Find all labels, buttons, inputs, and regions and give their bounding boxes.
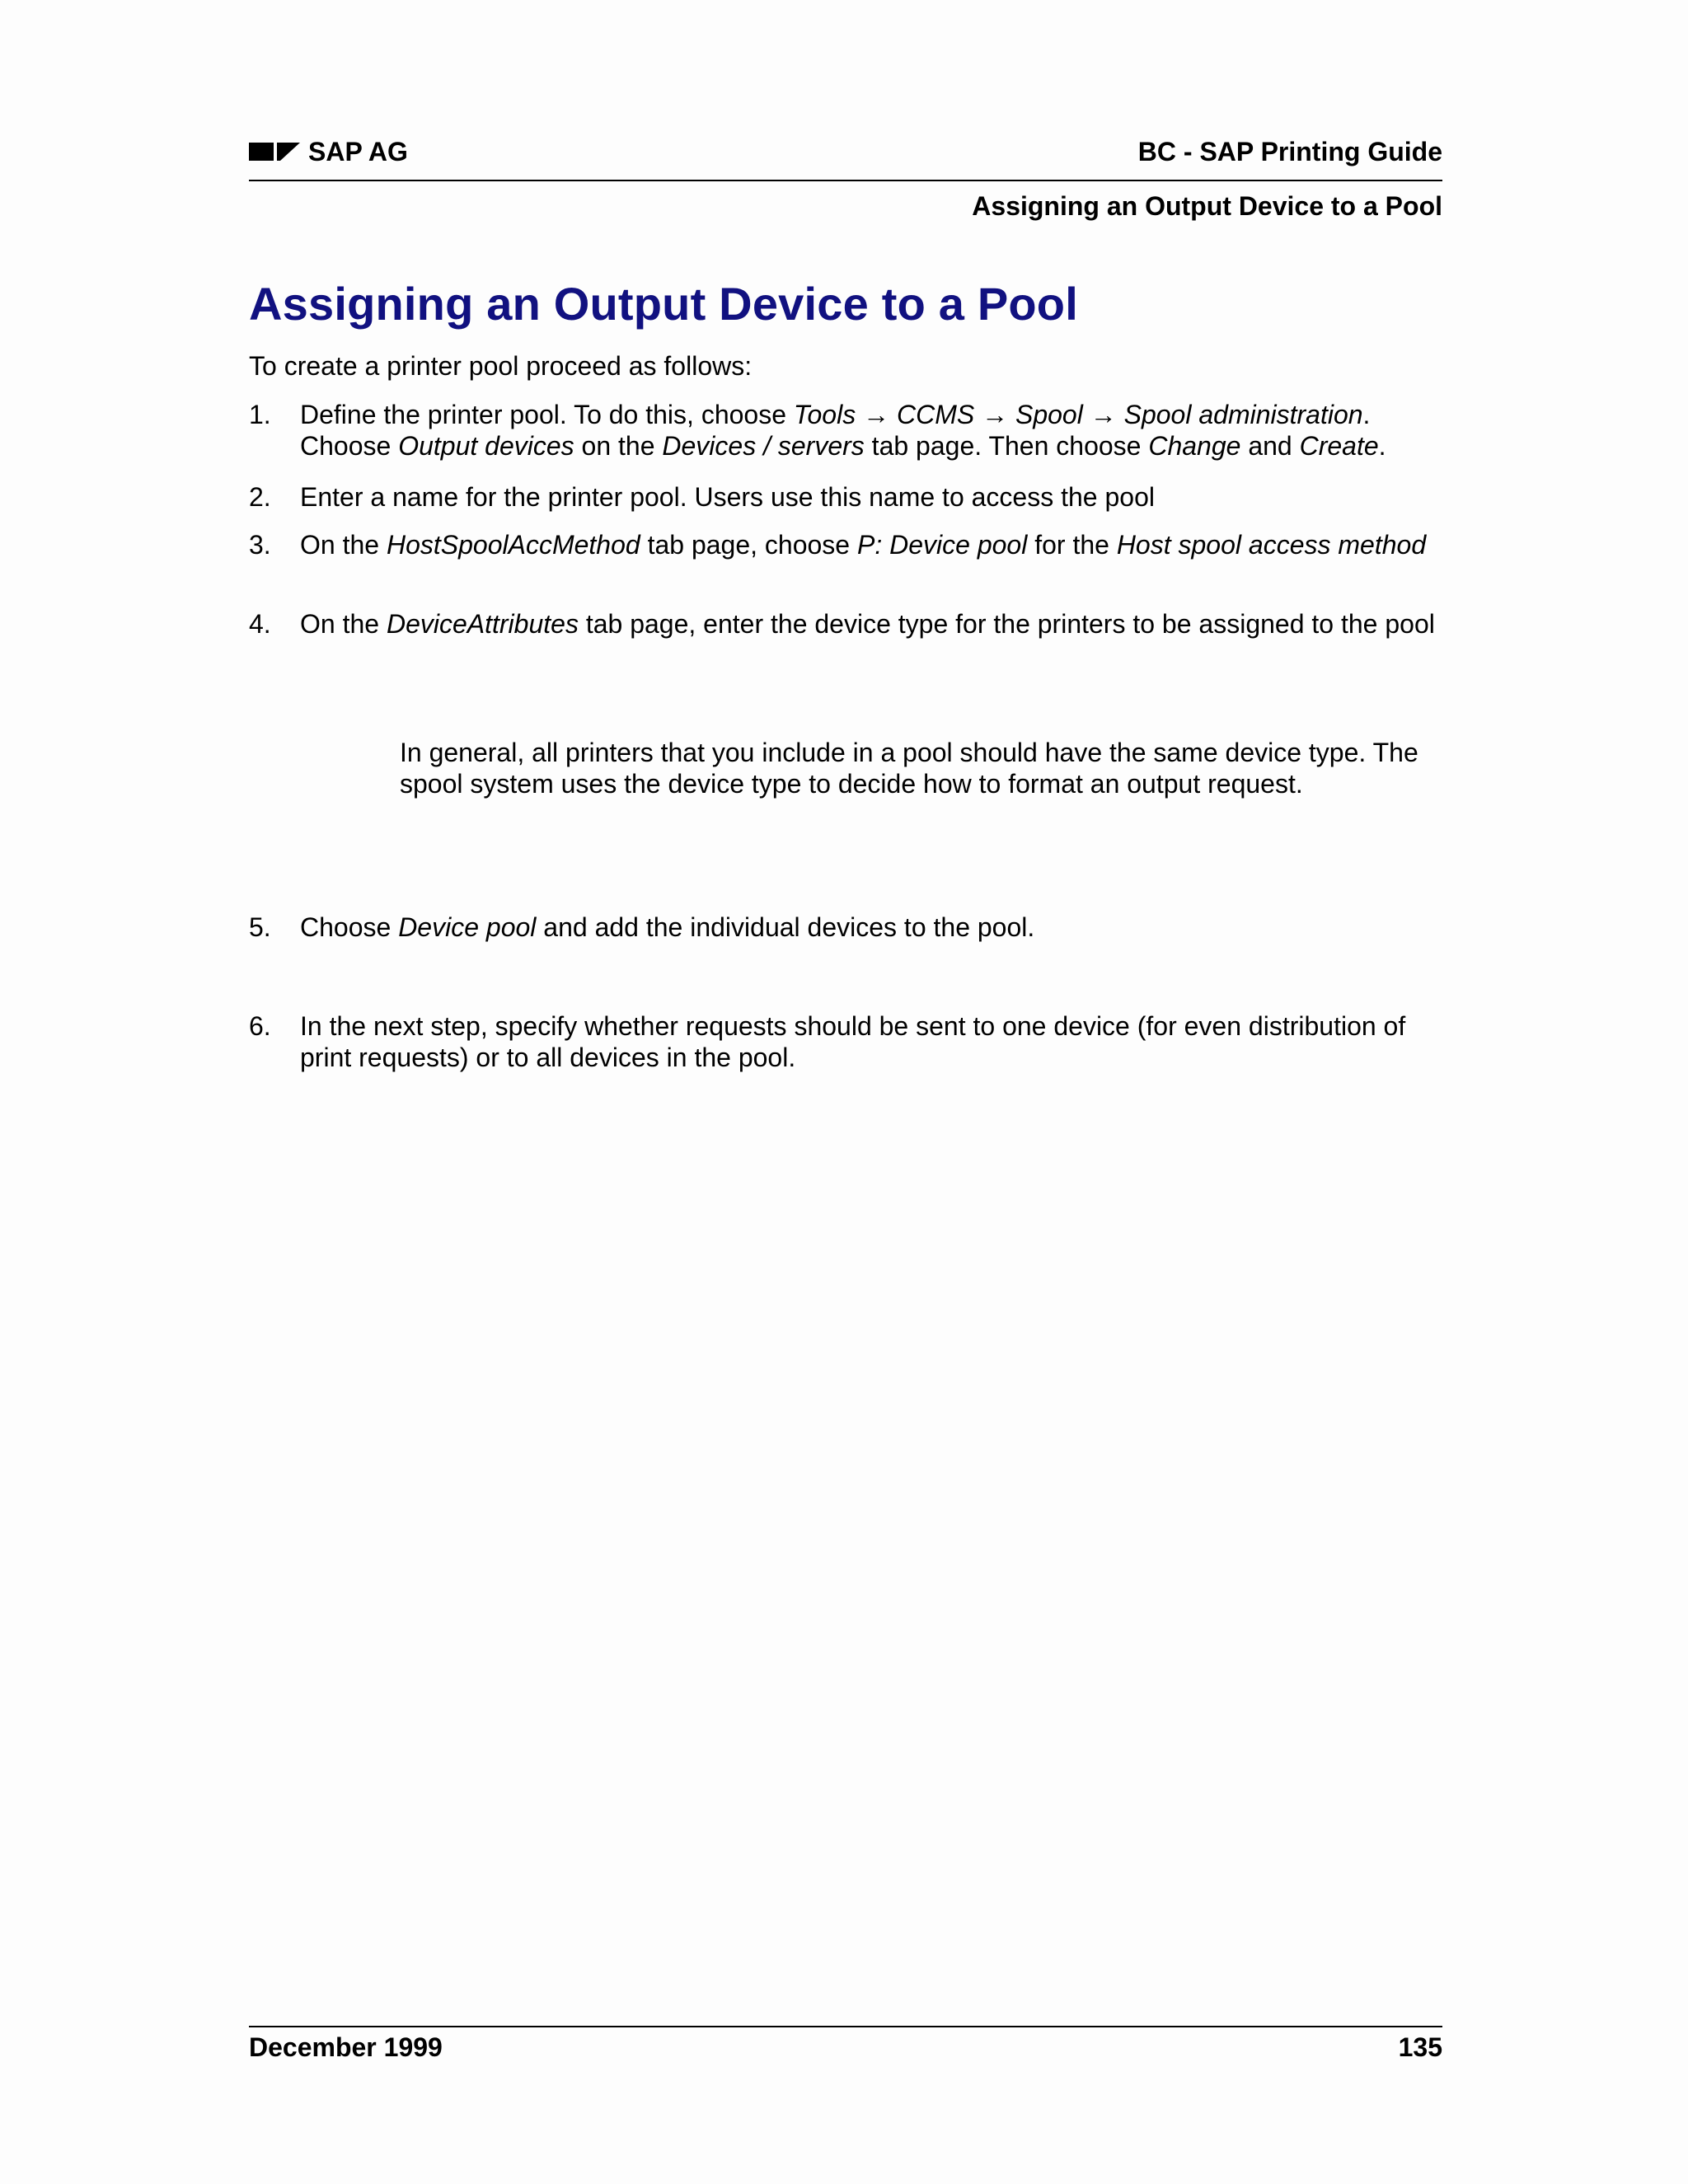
step-text-emphasis: Tools <box>793 400 856 429</box>
step-number: 2. <box>249 482 271 512</box>
list-item <box>249 608 1442 640</box>
list-item <box>249 1010 1442 1073</box>
step-text <box>300 1010 1442 1073</box>
step-text-run: On the <box>300 530 387 560</box>
page-footer <box>249 2026 1442 2077</box>
step-text-run: → <box>856 400 897 429</box>
step-text-emphasis: Change <box>1148 431 1241 461</box>
list-item <box>249 912 1442 943</box>
step-text-emphasis: HostSpoolAccMethod <box>386 530 640 560</box>
step-text-emphasis: Create <box>1299 431 1379 461</box>
step-text <box>300 481 1442 513</box>
step-text-run: tab page, choose <box>640 530 857 560</box>
step-text-run: tab page, enter the device type for the printers to be assigned to the pool <box>578 609 1435 639</box>
footer-date: December 1999 <box>249 2032 443 2062</box>
page-number: 135 <box>1398 2032 1442 2062</box>
step-text-run: for the <box>1027 530 1117 560</box>
step-text-emphasis: Output devices <box>398 431 574 461</box>
intro-text: To create a printer pool proceed as follows: <box>249 351 753 381</box>
page-header <box>249 132 1442 181</box>
step-text-run: In the next step, specify whether requests should be sent to one device (for even distribution of print requests) or to all devices in the pool. <box>300 1011 1406 1072</box>
step-text <box>300 912 1442 943</box>
step-text-run: . Choose <box>300 400 1371 461</box>
company-name <box>249 137 408 167</box>
step-text-run: → <box>1082 400 1124 429</box>
step-text <box>300 608 1442 640</box>
step-text-emphasis: Device pool <box>398 912 537 942</box>
step-number: 6. <box>249 1011 271 1041</box>
running-section-title: Assigning an Output Device to a Pool <box>972 191 1442 221</box>
list-item <box>249 529 1442 560</box>
step-text-emphasis: Spool administration <box>1123 400 1363 429</box>
step-text-run: Define the printer pool. To do this, choose <box>300 400 794 429</box>
step-text-run: On the <box>300 609 387 639</box>
list-item <box>249 399 1442 462</box>
step-text-emphasis: Devices / servers <box>662 431 865 461</box>
step-text-run: tab page. Then choose <box>864 431 1149 461</box>
step-text-emphasis: P: Device pool <box>856 530 1028 560</box>
step-text-run: and <box>1240 431 1300 461</box>
step-number: 5. <box>249 912 271 942</box>
step-text-run: on the <box>574 431 663 461</box>
step-text-emphasis: DeviceAttributes <box>386 609 579 639</box>
step-text-run: and add the individual devices to the pool. <box>536 912 1035 942</box>
step-text-run: Enter a name for the printer pool. Users use this name to access the pool <box>300 482 1155 512</box>
step-text-emphasis: Spool <box>1015 400 1083 429</box>
sap-logo-icon <box>249 137 300 167</box>
step-number: 1. <box>249 400 271 429</box>
company-label: SAP AG <box>308 137 408 166</box>
note-text: In general, all printers that you include in a pool should have the same device type. The spool system uses the device type to decide how to format an output request. <box>400 738 1418 799</box>
step-text <box>300 529 1442 560</box>
step-text-run: . <box>1378 431 1386 461</box>
step-number: 4. <box>249 609 271 639</box>
step-text-emphasis: Host spool access method <box>1116 530 1427 560</box>
step-text-emphasis: CCMS <box>896 400 975 429</box>
step-text-run: → <box>974 400 1015 429</box>
step-text <box>300 399 1442 462</box>
guide-title: BC - SAP Printing Guide <box>1137 137 1442 166</box>
list-item <box>249 481 1442 513</box>
step-text-run: Choose <box>300 912 399 942</box>
page-title: Assigning an Output Device to a Pool <box>249 278 1078 330</box>
step-number: 3. <box>249 530 271 560</box>
